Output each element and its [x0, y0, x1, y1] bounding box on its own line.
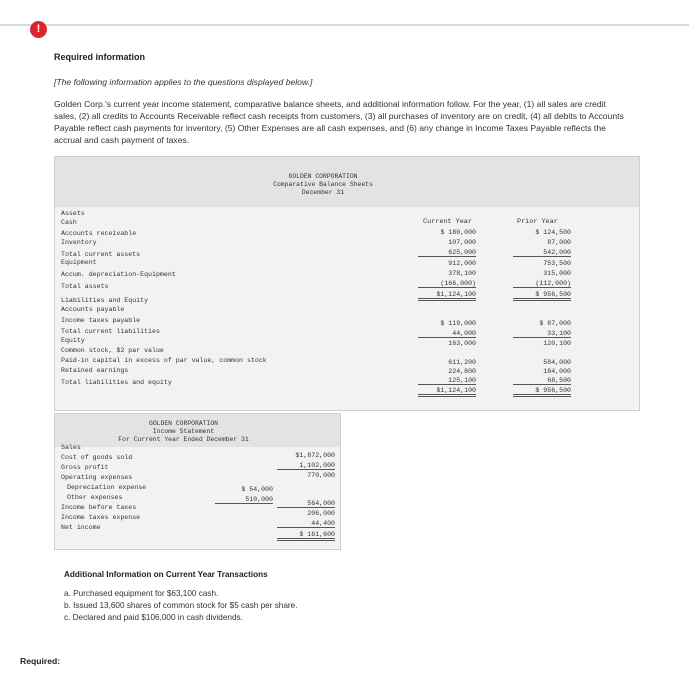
row-label: Sales: [61, 444, 81, 451]
row-label: Paid-in capital in excess of par value, common stock: [61, 357, 267, 364]
operating-expense-value: 510,000: [215, 496, 273, 504]
prior-value: 584,000: [543, 359, 571, 366]
current-value: 107,000: [448, 239, 476, 246]
row-label: Operating expenses: [61, 474, 133, 481]
current-value: 163,000: [448, 340, 476, 347]
additional-item: c. Declared and paid $106,000 in cash dividends.: [64, 613, 243, 622]
income-statement-title: [91, 420, 276, 444]
balance-sheet-table: [54, 156, 640, 411]
row-label: Income taxes payable: [61, 317, 141, 324]
prior-value: 753,500: [543, 260, 571, 267]
current-value: 125,100: [418, 377, 476, 385]
column-header-current-year: Current Year: [423, 218, 472, 226]
income-value: 44,400: [277, 520, 335, 528]
additional-info-heading: Additional Information on Current Year Transactions: [64, 570, 268, 579]
prior-value: (112,000): [513, 280, 571, 288]
income-statement-table: [54, 413, 341, 550]
additional-item: b. Issued 13,600 shares of common stock for $5 cash per share.: [64, 601, 298, 610]
top-divider: [0, 24, 689, 26]
row-label: Gross profit: [61, 464, 109, 471]
row-label: Total current assets: [61, 251, 141, 258]
income-value: 564,000: [277, 500, 335, 508]
row-label: Assets: [61, 210, 85, 217]
company-name: GOLDEN CORPORATION: [288, 173, 358, 180]
income-value: 1,102,000: [277, 462, 335, 470]
current-value: $1,124,100: [418, 291, 476, 301]
row-label: Equipment: [61, 259, 97, 266]
row-label: Total current liabilities: [61, 328, 160, 335]
income-value: 770,000: [307, 472, 335, 479]
row-label: Total assets: [61, 283, 109, 290]
row-label: Accounts payable: [61, 306, 125, 313]
prior-value: 315,000: [543, 270, 571, 277]
operating-expense-value: $ 54,000: [241, 486, 273, 493]
income-value: 206,000: [307, 510, 335, 517]
prior-value: 68,500: [513, 377, 571, 385]
net-income-value: $ 161,600: [277, 531, 335, 541]
row-label: Depreciation expense: [67, 484, 147, 491]
row-label: Common stock, $2 par value: [61, 347, 164, 354]
instruction-note: [The following information applies to the questions displayed below.]: [54, 77, 313, 87]
current-value: 378,100: [448, 270, 476, 277]
prior-value: $ 124,500: [535, 229, 571, 236]
row-label: Income taxes expense: [61, 514, 141, 521]
prior-value: $ 956,500: [513, 291, 571, 301]
current-value: 912,000: [448, 260, 476, 267]
row-label: Total liabilities and equity: [61, 379, 172, 386]
prior-value: $ 87,000: [539, 320, 571, 327]
current-value: $ 180,000: [440, 229, 476, 236]
prior-value: 120,100: [543, 340, 571, 347]
row-label: Accounts receivable: [61, 230, 137, 237]
column-header-prior-year: Prior Year: [517, 218, 558, 226]
required-label: Required:: [20, 656, 61, 666]
current-value: 625,000: [418, 249, 476, 257]
row-label: Retained earnings: [61, 367, 129, 374]
current-value: 611,200: [448, 359, 476, 366]
row-label: Cash: [61, 219, 77, 226]
row-label: Income before taxes: [61, 504, 137, 511]
additional-item: a. Purchased equipment for $63,100 cash.: [64, 589, 219, 598]
prior-value: 87,000: [547, 239, 571, 246]
alert-icon: !: [30, 21, 47, 38]
company-name: GOLDEN CORPORATION: [148, 420, 219, 427]
prior-value: 33,100: [513, 330, 571, 338]
row-label: Net income: [61, 524, 101, 531]
row-label: Cost of goods sold: [61, 454, 133, 461]
statement-date: December 31: [301, 189, 345, 196]
current-value: 224,800: [448, 368, 476, 375]
current-value: $1,124,100: [418, 387, 476, 397]
row-label: Other expenses: [67, 494, 123, 501]
intro-paragraph: Golden Corp.'s current year income statement, comparative balance sheets, and additional information follow. For the year, (1) all sales are credit sales, (2) all credits to Accounts Receivable reflect cash receipts from customers, (3) all purchases of inventory are on credit, (4) all debits to Accounts Payable reflect cash payments for inventory, (5) Other Expenses are all cash expenses, and (6) any change in Income Taxes Payable reflects the accrual and cash payment of taxes.: [54, 99, 624, 145]
required-information-heading: Required information: [54, 52, 146, 62]
current-value: $ 119,000: [440, 320, 476, 327]
statement-period: For Current Year Ended December 31: [118, 436, 249, 443]
prior-value: 542,000: [513, 249, 571, 257]
current-value: 44,000: [418, 330, 476, 338]
income-value: $1,872,000: [295, 452, 335, 459]
statement-name: Comparative Balance Sheets: [273, 181, 373, 188]
balance-sheet-title: [225, 173, 421, 197]
row-label: Equity: [61, 337, 85, 344]
statement-name: Income Statement: [152, 428, 215, 435]
prior-value: $ 956,500: [513, 387, 571, 397]
prior-value: 184,000: [543, 368, 571, 375]
row-label: Liabilities and Equity: [61, 297, 149, 304]
current-value: (166,000): [418, 280, 476, 288]
row-label: Accum. depreciation-Equipment: [61, 271, 176, 278]
row-label: Inventory: [61, 239, 97, 246]
